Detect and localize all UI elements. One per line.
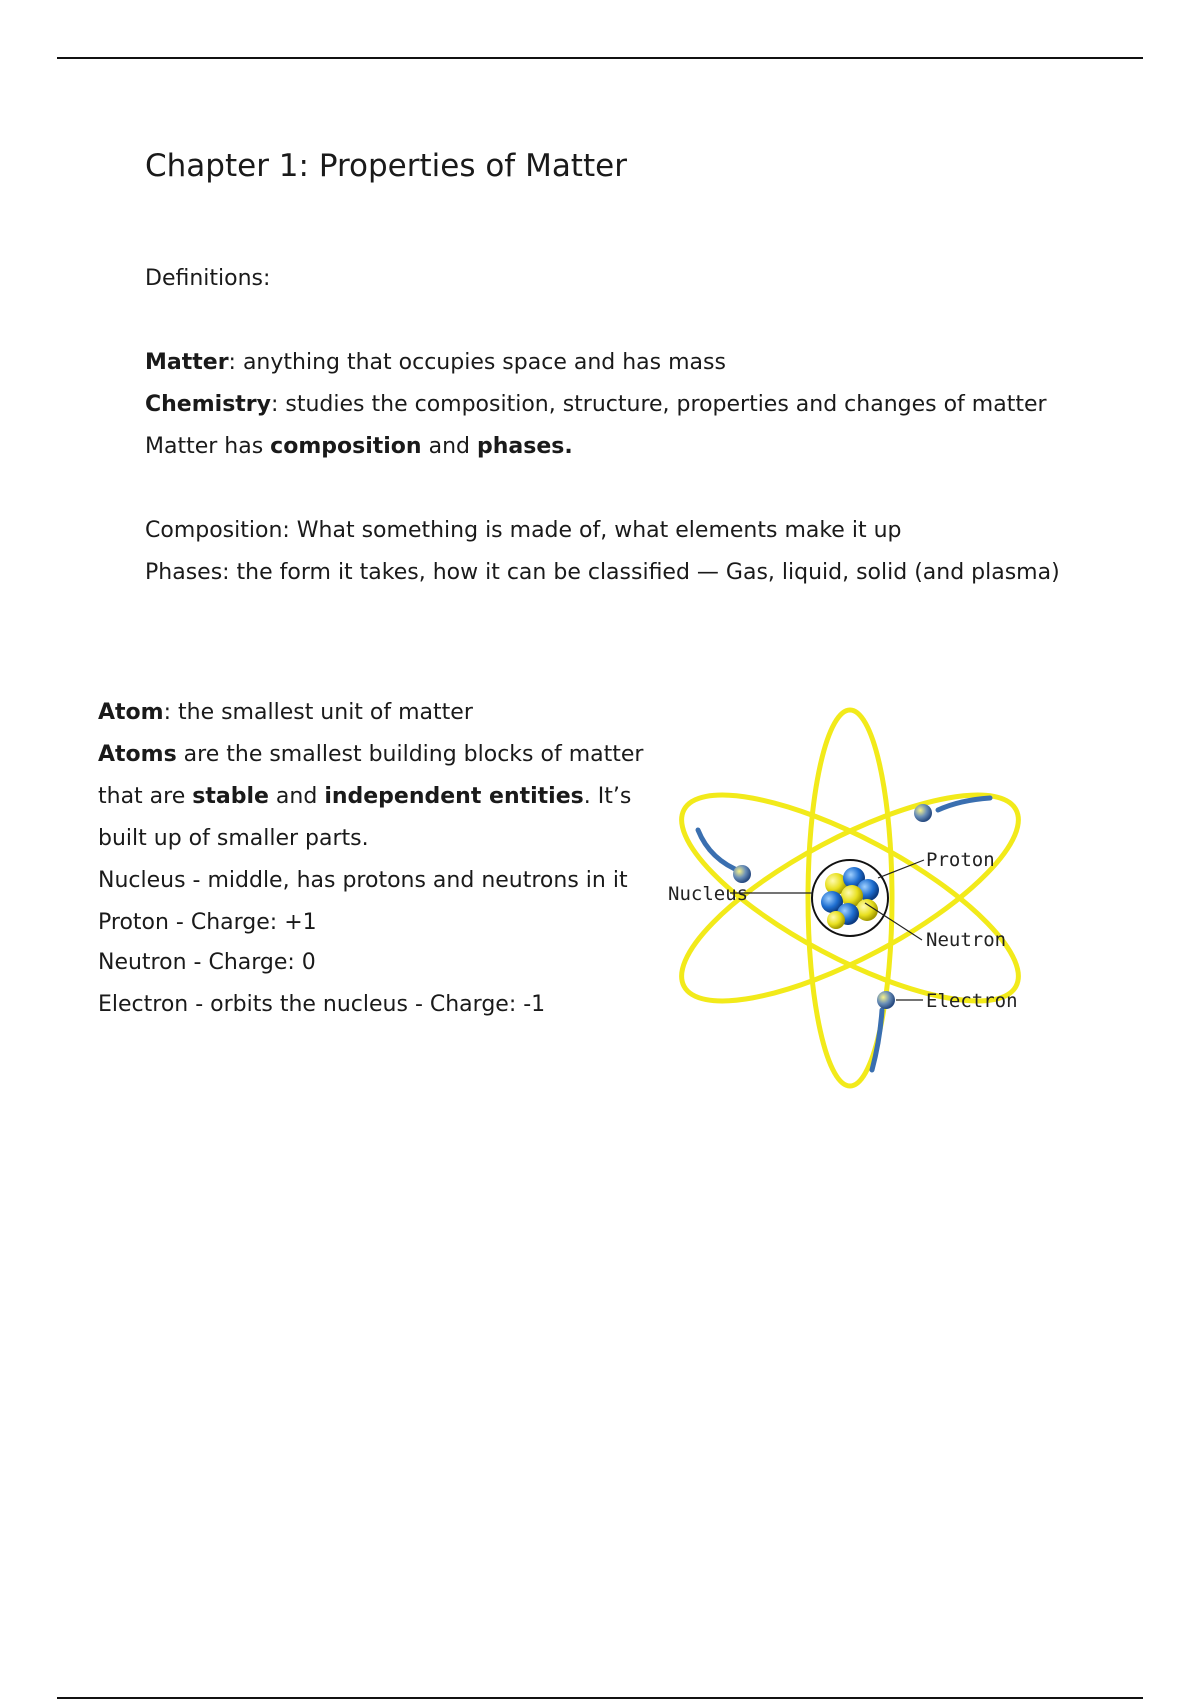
nucleus-line: Nucleus - middle, has protons and neutrons in it (98, 868, 628, 893)
page-title: Chapter 1: Properties of Matter (145, 148, 627, 184)
proton-line: Proton - Charge: +1 (98, 910, 317, 935)
atoms-line (98, 740, 643, 770)
electron-left (733, 865, 751, 883)
atoms-term: Atoms (98, 742, 177, 767)
bottom-rule (57, 1697, 1143, 1699)
chemistry-definition (145, 390, 1047, 420)
atoms-text: are the smallest building blocks of matter (176, 742, 644, 767)
matter-term: Matter (145, 350, 229, 375)
and-word: and (421, 434, 477, 459)
matter-definition (145, 348, 726, 378)
definitions-heading: Definitions: (145, 266, 271, 291)
composition-line: Composition: What something is made of, what elements make it up (145, 518, 902, 543)
chemistry-text: : studies the composition, structure, properties and changes of matter (271, 392, 1047, 417)
electron-right (914, 804, 932, 822)
matter-has-line (145, 432, 573, 462)
chemistry-term: Chemistry (145, 392, 271, 417)
phases-word: phases. (476, 434, 573, 459)
line3-suffix: . It’s (583, 784, 632, 809)
matter-has-prefix: Matter has (145, 434, 271, 459)
phases-line: Phases: the form it takes, how it can be classified — Gas, liquid, solid (and plasma) (145, 560, 1060, 585)
top-rule (57, 57, 1143, 59)
line3-and: and (268, 784, 325, 809)
matter-text: : anything that occupies space and has mass (228, 350, 726, 375)
neutron-particle (827, 911, 845, 929)
line3-prefix: that are (98, 784, 193, 809)
stable-word: stable (192, 784, 269, 809)
electron-line: Electron - orbits the nucleus - Charge: -1 (98, 992, 546, 1017)
neutron-line: Neutron - Charge: 0 (98, 950, 316, 975)
label-neutron: Neutron (926, 929, 1007, 951)
label-nucleus: Nucleus (668, 883, 749, 905)
composition-word: composition (270, 434, 422, 459)
atom-diagram (660, 700, 1040, 1100)
stable-line (98, 782, 631, 812)
atom-term: Atom (98, 700, 164, 725)
electron-trail-bottom (872, 1010, 882, 1070)
label-proton: Proton (926, 849, 995, 871)
built-up-line: built up of smaller parts. (98, 826, 369, 851)
independent-word: independent entities (324, 784, 584, 809)
atom-diagram-svg (660, 700, 1040, 1100)
electron-bottom (877, 991, 895, 1009)
atom-text: : the smallest unit of matter (163, 700, 473, 725)
label-electron: Electron (926, 990, 1018, 1012)
atom-definition (98, 698, 473, 728)
